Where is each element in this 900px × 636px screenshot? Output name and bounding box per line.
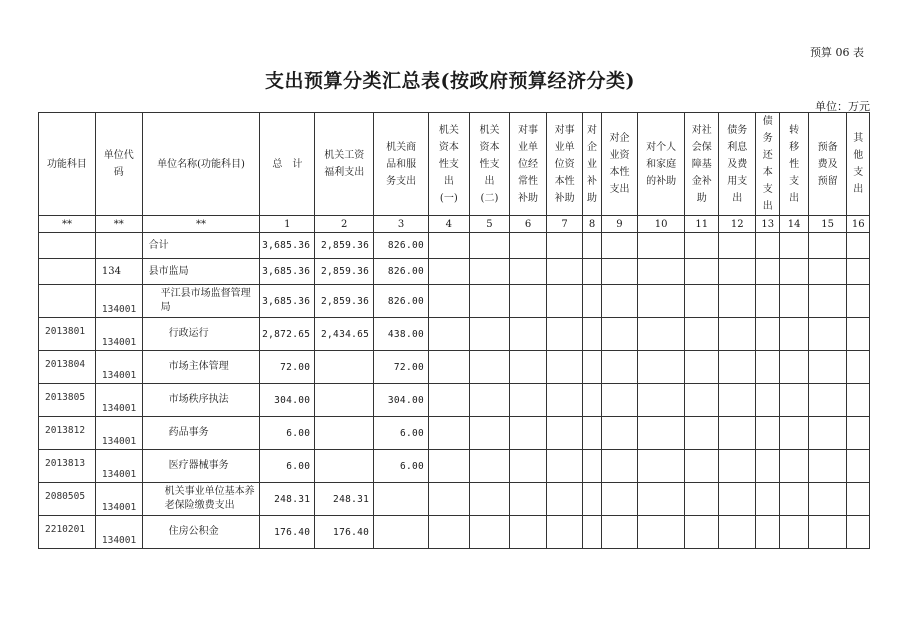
empty-cell bbox=[756, 351, 780, 384]
empty-cell bbox=[756, 516, 780, 549]
empty-cell bbox=[638, 483, 685, 516]
empty-cell bbox=[719, 384, 756, 417]
empty-cell bbox=[583, 483, 601, 516]
wage-cell bbox=[315, 450, 374, 483]
table-row bbox=[39, 384, 870, 417]
unit-label: 单位：万元 bbox=[815, 100, 870, 113]
empty-cell bbox=[429, 233, 470, 259]
total-cell: 2,872.65 bbox=[260, 318, 315, 351]
total-cell: 6.00 bbox=[260, 450, 315, 483]
column-header: 机关工资 福利支出 bbox=[315, 113, 374, 216]
wage-cell: 2,434.65 bbox=[315, 318, 374, 351]
column-index: 10 bbox=[638, 216, 685, 233]
empty-cell bbox=[583, 259, 601, 285]
empty-cell bbox=[601, 417, 638, 450]
empty-cell bbox=[684, 259, 719, 285]
empty-cell bbox=[601, 483, 638, 516]
function-code-cell: 2013801 bbox=[39, 318, 96, 351]
empty-cell bbox=[510, 285, 547, 318]
empty-cell bbox=[756, 318, 780, 351]
column-header: 对个人 和家庭 的补助 bbox=[638, 113, 685, 216]
empty-cell bbox=[808, 450, 847, 483]
empty-cell bbox=[469, 384, 510, 417]
total-cell: 248.31 bbox=[260, 483, 315, 516]
empty-cell bbox=[684, 233, 719, 259]
column-index: 5 bbox=[469, 216, 510, 233]
empty-cell bbox=[847, 483, 870, 516]
unit-name-cell: 医疗器械事务 bbox=[142, 450, 260, 483]
empty-cell bbox=[469, 233, 510, 259]
unit-name-cell: 行政运行 bbox=[142, 318, 260, 351]
unit-code-cell: 134001 bbox=[95, 450, 142, 483]
goods-cell: 826.00 bbox=[374, 285, 429, 318]
column-index: 14 bbox=[780, 216, 808, 233]
empty-cell bbox=[756, 233, 780, 259]
unit-name-cell: 药品事务 bbox=[142, 417, 260, 450]
unit-code-cell: 134001 bbox=[95, 384, 142, 417]
column-header: 转 移 性 支 出 bbox=[780, 113, 808, 216]
empty-cell bbox=[601, 285, 638, 318]
unit-name-cell: 平江县市场监督管理局 bbox=[142, 285, 260, 318]
unit-code-cell: 134001 bbox=[95, 483, 142, 516]
budget-table bbox=[38, 112, 870, 549]
empty-cell bbox=[601, 233, 638, 259]
empty-cell bbox=[684, 318, 719, 351]
empty-cell bbox=[780, 351, 808, 384]
column-index: ** bbox=[39, 216, 96, 233]
column-header: 对事 业单 位资 本性 补助 bbox=[546, 113, 583, 216]
column-index: ** bbox=[95, 216, 142, 233]
empty-cell bbox=[429, 483, 470, 516]
page-title: 支出预算分类汇总表(按政府预算经济分类) bbox=[265, 70, 635, 92]
empty-cell bbox=[756, 384, 780, 417]
wage-cell bbox=[315, 351, 374, 384]
empty-cell bbox=[469, 318, 510, 351]
total-cell: 3,685.36 bbox=[260, 259, 315, 285]
column-index: ** bbox=[142, 216, 260, 233]
empty-cell bbox=[510, 351, 547, 384]
empty-cell bbox=[780, 318, 808, 351]
empty-cell bbox=[638, 318, 685, 351]
total-cell: 304.00 bbox=[260, 384, 315, 417]
total-cell: 72.00 bbox=[260, 351, 315, 384]
column-header: 单位名称(功能科目) bbox=[142, 113, 260, 216]
empty-cell bbox=[808, 417, 847, 450]
column-index: 16 bbox=[847, 216, 870, 233]
total-cell: 6.00 bbox=[260, 417, 315, 450]
table-row bbox=[39, 417, 870, 450]
column-index: 9 bbox=[601, 216, 638, 233]
column-header: 对事 业单 位经 常性 补助 bbox=[510, 113, 547, 216]
empty-cell bbox=[510, 384, 547, 417]
empty-cell bbox=[510, 516, 547, 549]
empty-cell bbox=[469, 450, 510, 483]
wage-cell: 2,859.36 bbox=[315, 259, 374, 285]
empty-cell bbox=[583, 285, 601, 318]
header-row bbox=[39, 113, 870, 216]
empty-cell bbox=[638, 384, 685, 417]
empty-cell bbox=[808, 351, 847, 384]
empty-cell bbox=[601, 351, 638, 384]
empty-cell bbox=[847, 285, 870, 318]
empty-cell bbox=[847, 384, 870, 417]
total-cell: 3,685.36 bbox=[260, 233, 315, 259]
unit-name-cell: 县市监局 bbox=[142, 259, 260, 285]
table-row bbox=[39, 318, 870, 351]
wage-cell bbox=[315, 417, 374, 450]
empty-cell bbox=[780, 233, 808, 259]
column-index: 2 bbox=[315, 216, 374, 233]
goods-cell: 72.00 bbox=[374, 351, 429, 384]
empty-cell bbox=[808, 259, 847, 285]
empty-cell bbox=[847, 351, 870, 384]
empty-cell bbox=[780, 259, 808, 285]
empty-cell bbox=[684, 516, 719, 549]
goods-cell bbox=[374, 516, 429, 549]
goods-cell: 6.00 bbox=[374, 417, 429, 450]
table-row bbox=[39, 450, 870, 483]
wage-cell bbox=[315, 384, 374, 417]
empty-cell bbox=[546, 285, 583, 318]
empty-cell bbox=[546, 259, 583, 285]
empty-cell bbox=[719, 483, 756, 516]
empty-cell bbox=[469, 483, 510, 516]
empty-cell bbox=[429, 318, 470, 351]
column-header: 功能科目 bbox=[39, 113, 96, 216]
empty-cell bbox=[638, 351, 685, 384]
empty-cell bbox=[847, 318, 870, 351]
column-header: 对社 会保 障基 金补 助 bbox=[684, 113, 719, 216]
empty-cell bbox=[719, 318, 756, 351]
empty-cell bbox=[510, 483, 547, 516]
empty-cell bbox=[429, 384, 470, 417]
unit-name-cell: 住房公积金 bbox=[142, 516, 260, 549]
empty-cell bbox=[847, 516, 870, 549]
empty-cell bbox=[429, 351, 470, 384]
empty-cell bbox=[583, 516, 601, 549]
empty-cell bbox=[583, 351, 601, 384]
column-header: 机关 资本 性支 出 (一) bbox=[429, 113, 470, 216]
empty-cell bbox=[808, 483, 847, 516]
empty-cell bbox=[469, 417, 510, 450]
column-header: 其 他 支 出 bbox=[847, 113, 870, 216]
empty-cell bbox=[719, 450, 756, 483]
function-code-cell: 2210201 bbox=[39, 516, 96, 549]
empty-cell bbox=[583, 384, 601, 417]
empty-cell bbox=[469, 351, 510, 384]
empty-cell bbox=[469, 285, 510, 318]
unit-name-cell: 市场秩序执法 bbox=[142, 384, 260, 417]
column-header: 对企 业资 本性 支出 bbox=[601, 113, 638, 216]
column-header: 总 计 bbox=[260, 113, 315, 216]
empty-cell bbox=[601, 318, 638, 351]
column-index: 3 bbox=[374, 216, 429, 233]
unit-code-cell: 134001 bbox=[95, 417, 142, 450]
unit-code-cell: 134001 bbox=[95, 516, 142, 549]
empty-cell bbox=[601, 259, 638, 285]
empty-cell bbox=[756, 483, 780, 516]
table-row bbox=[39, 516, 870, 549]
table-row bbox=[39, 259, 870, 285]
empty-cell bbox=[780, 450, 808, 483]
unit-code-cell: 134001 bbox=[95, 285, 142, 318]
goods-cell: 826.00 bbox=[374, 259, 429, 285]
table-row bbox=[39, 483, 870, 516]
empty-cell bbox=[510, 417, 547, 450]
empty-cell bbox=[583, 450, 601, 483]
function-code-cell bbox=[39, 285, 96, 318]
index-row bbox=[39, 216, 870, 233]
column-header: 债务 利息 及费 用支 出 bbox=[719, 113, 756, 216]
column-index: 12 bbox=[719, 216, 756, 233]
function-code-cell bbox=[39, 259, 96, 285]
empty-cell bbox=[808, 516, 847, 549]
empty-cell bbox=[684, 384, 719, 417]
wage-cell: 2,859.36 bbox=[315, 285, 374, 318]
empty-cell bbox=[780, 516, 808, 549]
unit-code-cell: 134001 bbox=[95, 351, 142, 384]
empty-cell bbox=[719, 516, 756, 549]
column-index: 15 bbox=[808, 216, 847, 233]
column-index: 6 bbox=[510, 216, 547, 233]
empty-cell bbox=[847, 233, 870, 259]
empty-cell bbox=[546, 417, 583, 450]
column-header: 机关商 品和服 务支出 bbox=[374, 113, 429, 216]
empty-cell bbox=[638, 259, 685, 285]
empty-cell bbox=[583, 417, 601, 450]
unit-name-cell: 市场主体管理 bbox=[142, 351, 260, 384]
column-header: 单位代 码 bbox=[95, 113, 142, 216]
goods-cell bbox=[374, 483, 429, 516]
column-header: 债 务 还 本 支 出 bbox=[756, 113, 780, 216]
empty-cell bbox=[546, 351, 583, 384]
empty-cell bbox=[429, 516, 470, 549]
empty-cell bbox=[847, 259, 870, 285]
goods-cell: 6.00 bbox=[374, 450, 429, 483]
empty-cell bbox=[756, 259, 780, 285]
unit-name-cell: 合计 bbox=[142, 233, 260, 259]
column-index: 1 bbox=[260, 216, 315, 233]
table-row bbox=[39, 285, 870, 318]
empty-cell bbox=[601, 384, 638, 417]
empty-cell bbox=[510, 318, 547, 351]
goods-cell: 438.00 bbox=[374, 318, 429, 351]
unit-code-cell: 134001 bbox=[95, 318, 142, 351]
empty-cell bbox=[469, 259, 510, 285]
table-row bbox=[39, 351, 870, 384]
empty-cell bbox=[847, 417, 870, 450]
empty-cell bbox=[638, 417, 685, 450]
empty-cell bbox=[546, 483, 583, 516]
total-cell: 3,685.36 bbox=[260, 285, 315, 318]
empty-cell bbox=[808, 285, 847, 318]
empty-cell bbox=[429, 259, 470, 285]
unit-code-cell bbox=[95, 233, 142, 259]
empty-cell bbox=[719, 233, 756, 259]
empty-cell bbox=[546, 450, 583, 483]
function-code-cell bbox=[39, 233, 96, 259]
empty-cell bbox=[638, 233, 685, 259]
empty-cell bbox=[429, 417, 470, 450]
form-number: 预算 06 表 bbox=[810, 46, 864, 59]
empty-cell bbox=[719, 417, 756, 450]
empty-cell bbox=[756, 285, 780, 318]
empty-cell bbox=[847, 450, 870, 483]
function-code-cell: 2013804 bbox=[39, 351, 96, 384]
column-index: 13 bbox=[756, 216, 780, 233]
wage-cell: 176.40 bbox=[315, 516, 374, 549]
empty-cell bbox=[684, 351, 719, 384]
empty-cell bbox=[808, 233, 847, 259]
column-index: 7 bbox=[546, 216, 583, 233]
function-code-cell: 2080505 bbox=[39, 483, 96, 516]
empty-cell bbox=[583, 318, 601, 351]
empty-cell bbox=[546, 318, 583, 351]
empty-cell bbox=[638, 450, 685, 483]
empty-cell bbox=[510, 450, 547, 483]
column-header: 机关 资本 性支 出 (二) bbox=[469, 113, 510, 216]
empty-cell bbox=[780, 483, 808, 516]
empty-cell bbox=[719, 351, 756, 384]
empty-cell bbox=[719, 259, 756, 285]
wage-cell: 248.31 bbox=[315, 483, 374, 516]
function-code-cell: 2013805 bbox=[39, 384, 96, 417]
table-row bbox=[39, 233, 870, 259]
empty-cell bbox=[780, 384, 808, 417]
empty-cell bbox=[601, 450, 638, 483]
empty-cell bbox=[510, 233, 547, 259]
empty-cell bbox=[808, 384, 847, 417]
empty-cell bbox=[510, 259, 547, 285]
empty-cell bbox=[756, 450, 780, 483]
empty-cell bbox=[546, 233, 583, 259]
column-header: 预备 费及 预留 bbox=[808, 113, 847, 216]
empty-cell bbox=[684, 483, 719, 516]
function-code-cell: 2013812 bbox=[39, 417, 96, 450]
empty-cell bbox=[638, 516, 685, 549]
empty-cell bbox=[684, 285, 719, 318]
empty-cell bbox=[583, 233, 601, 259]
column-index: 8 bbox=[583, 216, 601, 233]
empty-cell bbox=[546, 384, 583, 417]
goods-cell: 826.00 bbox=[374, 233, 429, 259]
empty-cell bbox=[429, 285, 470, 318]
column-index: 4 bbox=[429, 216, 470, 233]
empty-cell bbox=[756, 417, 780, 450]
unit-name-cell: 机关事业单位基本养老保险缴费支出 bbox=[142, 483, 260, 516]
empty-cell bbox=[469, 516, 510, 549]
function-code-cell: 2013813 bbox=[39, 450, 96, 483]
total-cell: 176.40 bbox=[260, 516, 315, 549]
empty-cell bbox=[780, 285, 808, 318]
empty-cell bbox=[719, 285, 756, 318]
column-header: 对 企 业 补 助 bbox=[583, 113, 601, 216]
empty-cell bbox=[684, 417, 719, 450]
goods-cell: 304.00 bbox=[374, 384, 429, 417]
empty-cell bbox=[638, 285, 685, 318]
empty-cell bbox=[684, 450, 719, 483]
empty-cell bbox=[429, 450, 470, 483]
empty-cell bbox=[808, 318, 847, 351]
empty-cell bbox=[780, 417, 808, 450]
column-index: 11 bbox=[684, 216, 719, 233]
unit-code-cell: 134 bbox=[95, 259, 142, 285]
empty-cell bbox=[546, 516, 583, 549]
empty-cell bbox=[601, 516, 638, 549]
wage-cell: 2,859.36 bbox=[315, 233, 374, 259]
